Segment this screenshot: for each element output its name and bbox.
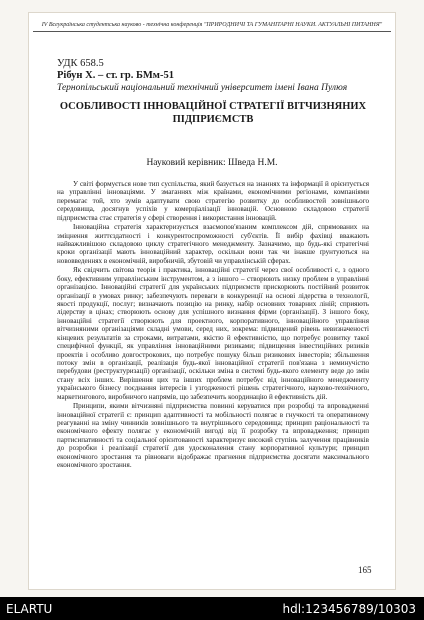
repository-footer-bar: [0, 597, 424, 620]
handle-link[interactable]: hdl:123456789/10303: [282, 601, 416, 616]
paragraph: Принципи, якими вітчизняні підприємства повинні керуватися при розробці та впровадженні інноваційної стратегії є: принцип адаптивності та мобільності полягає в гнучкості та оперативному реагуванні на зміну чинників зовнішнього та внутрішнього середовища; принцип раціональності та економічного ефекту полягає у економічній вигоді від її розробку та впровадження; принцип партисипативності та соціальної орієнтованості характеризує високий ступінь залучення працівників до розробки і реалізації стратегії для удосконалення стану корпоративної культури; принцип економічного зростання та рівноваги відображає прагнення підприємства досягати максимального економічного зростання.: [57, 402, 369, 469]
repository-name: ELARTU: [6, 601, 53, 616]
paragraph: Як свідчить світова теорія і практика, інноваційні стратегії через свої особливості є, з одного боку, ефективним управлінським інструментом, а з іншого – створюють низку проблем в управлінні організацією. Інноваційні стратегії для українських підприємств прискорюють постійний розвиток організації в умовах ринку; забезпечують переваги в конкуренції на основі лідерства в технології, якості продукції, послуг; визначають позицію на ринку, набір основних товарних ліній; сприяють лідерству в цінах; створюють основу для успішного визнання фірми (організації). З іншого боку, інноваційні стратегії створюють для проектного, корпоративного, інноваційного управління вітчизняними організаціями складні умови, серед них, зокрема: підвищений рівень невизначеності кінцевих результатів за строками, витратами, якістю й ефективністю, що потребує розвитку такої специфічної функції, як управління інноваційними ризиками; підвищення інвестиційних ризиків проектів і особливо довгострокових, що потребує пошуку більш ризикових інвесторів; збільшення потоку змін в організації, реалізація будь-якої інноваційної стратегії пов'язана з неминучістю перебудови (реструктуризації) організації, оскільки зміна в системі будь-якого елементу веде до змін стану всіх інших. Вирішення цих та інших проблем потребує від інноваційного менеджменту українського бізнесу поєднання інтересів і узгодженості рішень стратегічного, науково-технічного, маркетингового, виробничого напрямів, що забезпечить координацію й ефективність дій.: [57, 266, 369, 401]
paper-body: [57, 180, 369, 471]
paper-title: ОСОБЛИВОСТІ ІННОВАЦІЙНОЇ СТРАТЕГІЇ ВІТЧИЗНЯНИХ ПІДПРИЄМСТВ: [59, 101, 367, 125]
affiliation: Тернопільський національний технічний університет імені Івана Пулюя: [57, 83, 348, 93]
udc-code: УДК 658.5: [57, 58, 104, 69]
page-number: 165: [358, 565, 372, 575]
paragraph: У світі формується нове тип суспільства, який базується на знаннях та інформації й орієнтується на управлінні інноваціями. У змаганнях між країнами, економічними регіонами, компаніями перемагає той, хто зумів адаптувати свою стратегію розвитку до особливостей зовнішнього середовища, досягнув успіхів у комерціалізації інновацій. Основною складовою стратегії підприємства стає стратегія у сфері створення і використання інновацій.: [57, 180, 369, 222]
paragraph: Інноваційна стратегія характеризується взаємопов'язаним комплексом дій, спрямованих на зміцнення життєздатності і конкурентоспроможності суб'єктів. Її вибір фахівці вважають найважливішою складовою циклу стратегічного менеджменту. Зазначимо, що будь-які стратегічні кроки організації мають інноваційний характер, оскільки вони так чи інакше ґрунтуються на нововведеннях в економічній, виробничій, збутовій чи управлінській сферах.: [57, 223, 369, 265]
conference-header: IV Всеукраїнська студентська науково - технічна конференція "ПРИРОДНИЧІ ТА ГУМАНІТАРНІ НАУКИ. АКТУАЛЬНІ ПИТАННЯ": [33, 22, 391, 32]
author-line: Рібун Х. – ст. гр. БМм-51: [57, 70, 174, 81]
supervisor-line: Науковий керівник: Шведа Н.М.: [146, 158, 278, 168]
